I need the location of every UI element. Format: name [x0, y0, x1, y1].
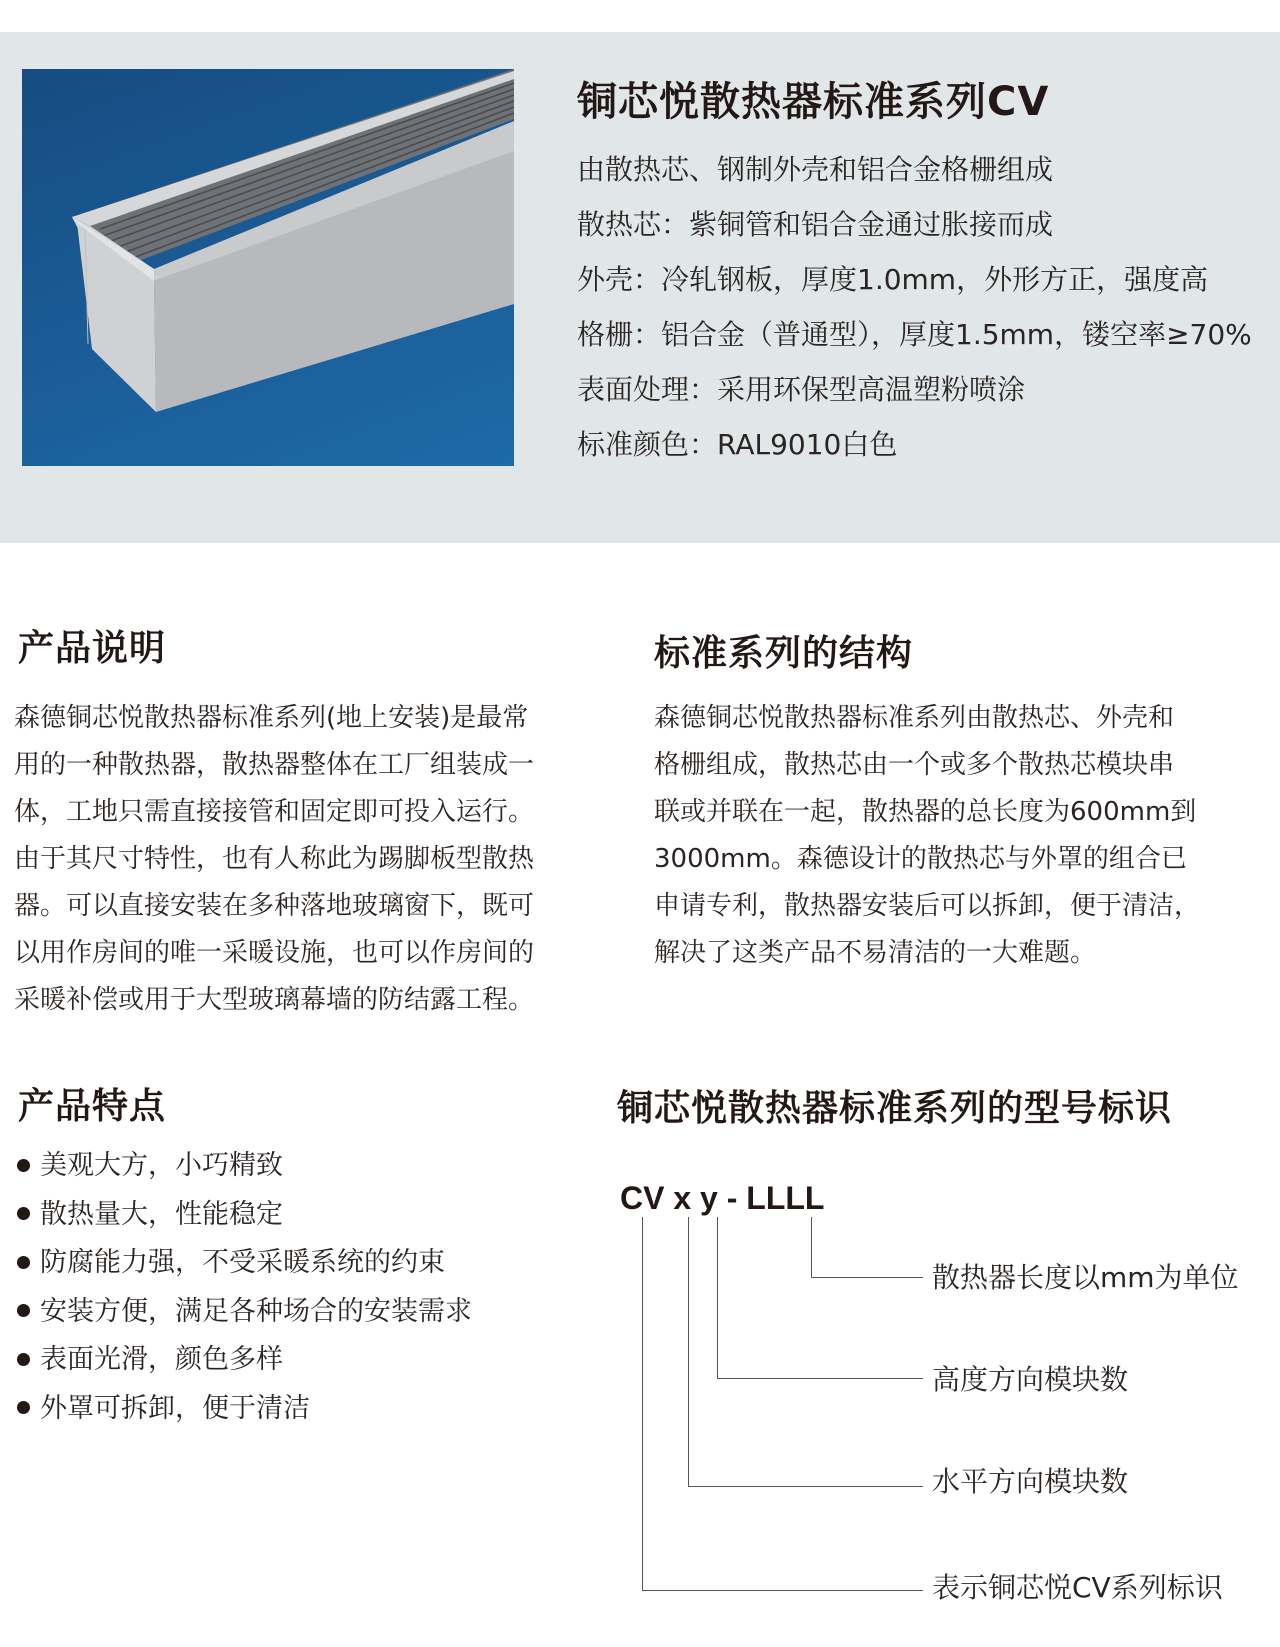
spec-item: 格栅：铝合金（普通型），厚度1.5mm，镂空率≥70%	[577, 318, 1252, 351]
label-height-modules: 高度方向模块数	[932, 1363, 1129, 1396]
radiator-illustration	[22, 69, 514, 466]
bullet-icon	[17, 1401, 30, 1414]
connector-line-height-h	[717, 1378, 923, 1379]
product-photo	[22, 69, 514, 466]
text-line: 格栅组成，散热芯由一个或多个散热芯模块串	[654, 750, 1175, 780]
text-line: 体，工地只需直接接管和固定即可投入运行。	[14, 797, 535, 827]
bullet-icon	[17, 1159, 30, 1172]
spec-item: 散热芯：紫铜管和铝合金通过胀接而成	[577, 208, 1054, 241]
spec-item: 由散热芯、钢制外壳和铝合金格栅组成	[577, 153, 1054, 186]
text-line: 3000mm。森德设计的散热芯与外罩的组合已	[654, 844, 1187, 874]
feature-item: 散热量大，性能稳定	[14, 1191, 472, 1240]
connector-line-horizontal	[688, 1217, 689, 1487]
bullet-icon	[17, 1353, 30, 1366]
bullet-icon	[17, 1207, 30, 1220]
feature-item: 美观大方，小巧精致	[14, 1142, 472, 1191]
structure-text	[654, 695, 1200, 977]
structure-heading: 标准系列的结构	[654, 633, 914, 674]
product-title: 铜芯悦散热器标准系列CV	[577, 79, 1050, 125]
text-line: 用的一种散热器，散热器整体在工厂组装成一	[14, 750, 535, 780]
spec-list	[577, 142, 1252, 472]
text-line: 以用作房间的唯一采暖设施，也可以作房间的	[14, 938, 535, 968]
features-heading: 产品特点	[18, 1086, 167, 1127]
text-line: 采暖补偿或用于大型玻璃幕墙的防结露工程。	[14, 985, 535, 1015]
spec-item: 外壳：冷轧钢板，厚度1.0mm，外形方正，强度高	[577, 263, 1209, 296]
feature-item: 安装方便，满足各种场合的安装需求	[14, 1288, 472, 1337]
label-length: 散热器长度以mm为单位	[932, 1261, 1239, 1294]
connector-line-height	[717, 1217, 718, 1379]
connector-line-horizontal-h	[688, 1486, 923, 1487]
spec-item: 表面处理：采用环保型高温塑粉喷涂	[577, 373, 1026, 406]
description-heading: 产品说明	[18, 628, 167, 669]
connector-line-series-h	[642, 1590, 923, 1591]
label-series: 表示铜芯悦CV系列标识	[932, 1571, 1223, 1604]
text-line: 器。可以直接安装在多种落地玻璃窗下，既可	[14, 891, 535, 921]
text-line: 联或并联在一起，散热器的总长度为600mm到	[654, 797, 1197, 827]
label-horizontal-modules: 水平方向模块数	[932, 1465, 1129, 1498]
spec-item: 标准颜色：RAL9010白色	[577, 428, 898, 461]
bullet-icon	[17, 1256, 30, 1269]
description-text	[14, 695, 534, 1024]
bullet-icon	[17, 1304, 30, 1317]
feature-item: 表面光滑，颜色多样	[14, 1336, 472, 1385]
text-line: 由于其尺寸特性，也有人称此为踢脚板型散热	[14, 844, 535, 874]
feature-item: 防腐能力强，不受采暖系统的约束	[14, 1239, 472, 1288]
text-line: 森德铜芯悦散热器标准系列由散热芯、外壳和	[654, 703, 1175, 733]
text-line: 解决了这类产品不易清洁的一大难题。	[654, 938, 1097, 968]
text-line: 申请专利，散热器安装后可以拆卸，便于清洁，	[654, 891, 1201, 921]
connector-line-length-h	[811, 1277, 923, 1278]
features-list	[14, 1142, 472, 1433]
connector-line-length	[811, 1217, 812, 1278]
model-code: CV x y - LLLL	[620, 1180, 825, 1216]
feature-item: 外罩可拆卸，便于清洁	[14, 1385, 472, 1434]
connector-line-series	[642, 1217, 643, 1591]
text-line: 森德铜芯悦散热器标准系列(地上安装)是最常	[14, 703, 529, 733]
model-code-heading: 铜芯悦散热器标准系列的型号标识	[617, 1088, 1173, 1129]
